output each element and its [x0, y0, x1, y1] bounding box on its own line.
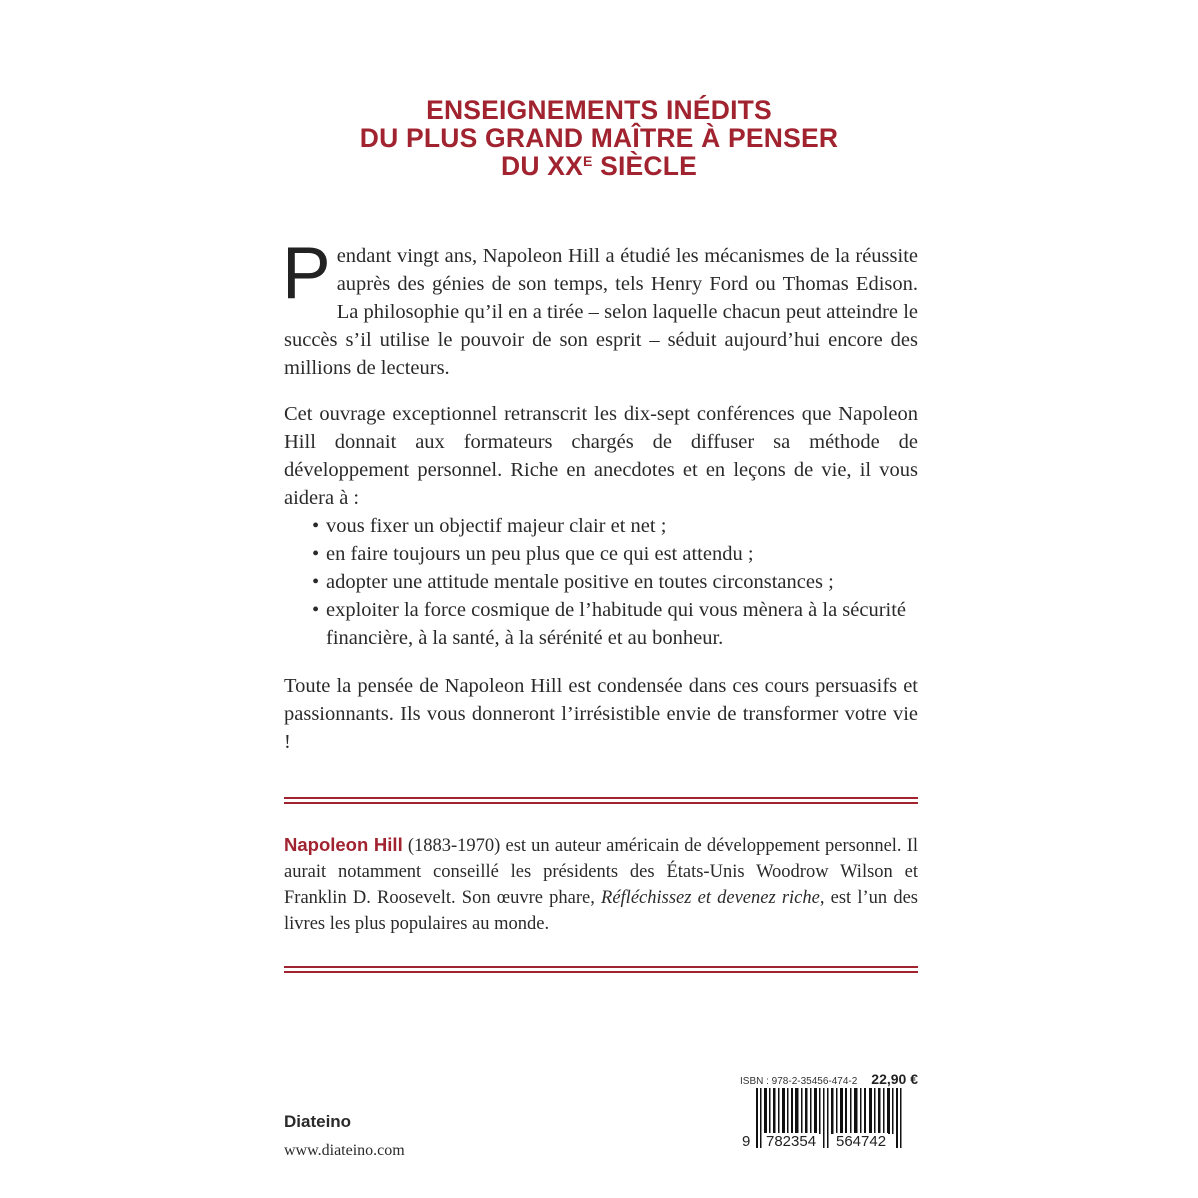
bio-text-end: , est l’un des livres les plus populaires au monde. — [284, 888, 918, 934]
closing-paragraph — [284, 672, 918, 756]
headline — [0, 96, 1198, 180]
publisher-block — [284, 1112, 405, 1160]
headline-line-3-end: SIÈCLE — [592, 151, 698, 181]
price: 22,90 € — [871, 1071, 918, 1087]
publisher-name: Diateino — [284, 1112, 352, 1131]
barcode-digit-group-1: 782354 — [766, 1133, 817, 1150]
double-divider-bottom — [284, 966, 918, 973]
second-paragraph — [284, 400, 918, 652]
benefits-list — [284, 512, 918, 652]
intro-text: endant vingt ans, Napoleon Hill a étudié les mécanismes de la réussite auprès des génies de son temps, tels Henry Ford ou Thomas Edison. La philosophie qu’il en a tirée – selon laquelle chacun peut atteindre le succès s’il utilise le pouvoir de son esprit – séduit aujourd’hui encore des millions de lecteurs. — [284, 245, 918, 379]
list-item: • vous fixer un objectif majeur clair et net ; — [312, 512, 918, 540]
intro-paragraph — [282, 233, 918, 382]
barcode-digit-group-2: 564742 — [836, 1133, 887, 1150]
author-bio — [284, 832, 918, 937]
headline-line-1: ENSEIGNEMENTS INÉDITS — [426, 95, 772, 125]
isbn-price-row — [740, 1071, 918, 1087]
drop-cap: P — [282, 233, 331, 314]
book-title: Réfléchissez et devenez riche — [601, 888, 820, 908]
headline-superscript: E — [582, 153, 593, 169]
list-item: • exploiter la force cosmique de l’habitude qui vous mènera à la sécurité financière, à la santé, à la sérénité et au bonheur. — [312, 596, 918, 652]
bio-text-start: (1883-1970) est un auteur américain de développement personnel. Il aurait notamment conseillé les présidents des États-Unis Woodrow Wilson et Franklin D. Roosevelt. Son œuvre phare, — [284, 836, 918, 908]
author-name: Napoleon Hill — [284, 834, 403, 855]
barcode-digit-first: 9 — [742, 1133, 751, 1150]
headline-line-2: DU PLUS GRAND MAÎTRE À PENSER — [359, 123, 839, 153]
headline-line-3-start: DU XX — [500, 151, 583, 181]
closing-text: Toute la pensée de Napoleon Hill est condensée dans ces cours persuasifs et passionnants. Ils vous donneront l’irrésistible envie de transformer votre vie ! — [284, 675, 918, 753]
list-item: • en faire toujours un peu plus que ce qui est attendu ; — [312, 540, 918, 568]
isbn-label: ISBN : 978-2-35456-474-2 — [740, 1076, 858, 1087]
publisher-url: www.diateino.com — [284, 1142, 405, 1159]
headline-line-3 — [0, 152, 1198, 180]
list-item: • adopter une attitude mentale positive en toutes circonstances ; — [312, 568, 918, 596]
double-divider-top — [284, 797, 918, 804]
second-text: Cet ouvrage exceptionnel retranscrit les dix-sept conférences que Napoleon Hill donnait aux formateurs chargés de diffuser sa méthode de développement personnel. Riche en anecdotes et en leçons de vie, il vous aidera à : — [284, 403, 918, 509]
